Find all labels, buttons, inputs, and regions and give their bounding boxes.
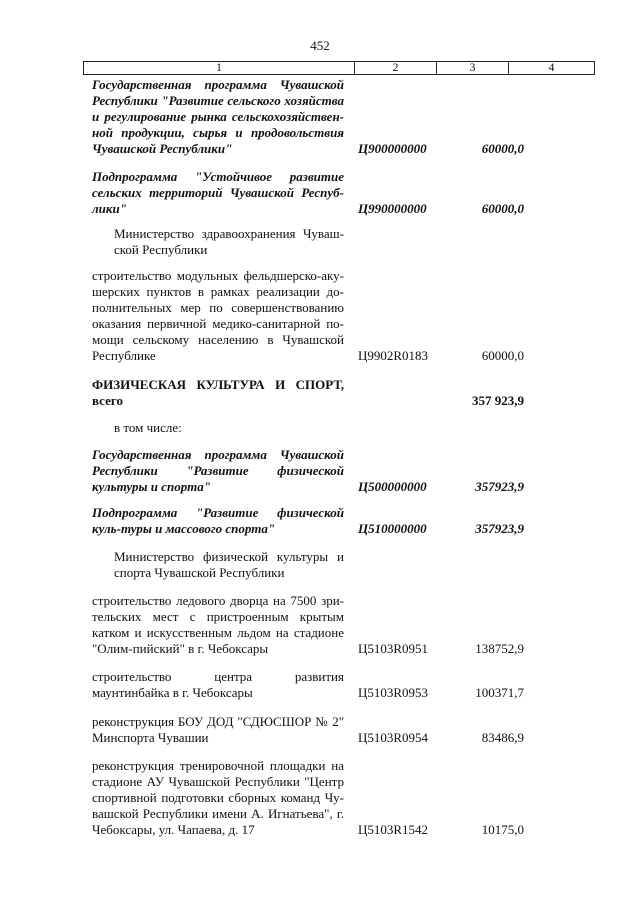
row-name: строительство центра развития маунтинбайка в г. Чебоксары (92, 669, 344, 700)
row-code: Ц990000000 (358, 201, 427, 216)
column-header-1: 1 (216, 62, 222, 74)
column-header-3: 3 (436, 62, 508, 74)
row-code: Ц900000000 (358, 141, 427, 156)
row-name: Подпрограмма "Развитие физической куль-туры и массового спорта" (92, 505, 344, 536)
row-code: Ц9902R0183 (358, 348, 429, 363)
row-code: Ц5103R0954 (358, 730, 429, 745)
row-code: Ц5103R0951 (358, 641, 429, 656)
table-row (92, 226, 512, 258)
row-amount: 60000,0 (481, 348, 524, 363)
table-row (92, 447, 524, 495)
table-row (92, 268, 524, 364)
row-name: Государственная программа Чувашской Республики "Развитие физической культуры и спорта" (92, 447, 344, 494)
row-code: Ц500000000 (358, 479, 427, 494)
table-header-row (83, 61, 595, 75)
row-name: ФИЗИЧЕСКАЯ КУЛЬТУРА И СПОРТ, всего (92, 377, 344, 408)
table-row (92, 420, 512, 436)
row-name: Государственная программа Чувашской Республики "Развитие сельского хозяйства и регулирование рынка сельскохозяйствен-ной продукции, сырья и продовольствия Чувашской Республики" (92, 77, 344, 156)
row-amount: 357923,9 (475, 479, 524, 494)
table-row (92, 714, 524, 746)
row-name: реконструкция БОУ ДОД "СДЮСШОР № 2" Минспорта Чувашии (92, 714, 344, 745)
row-code: Ц5103R1542 (358, 822, 429, 837)
table-row (92, 505, 524, 537)
row-amount: 10175,0 (481, 822, 524, 837)
table-row (92, 77, 524, 157)
column-header-2: 2 (354, 62, 436, 74)
row-name: Министерство физической культуры и спорта Чувашской Республики (114, 549, 344, 580)
row-code: Ц5103R0953 (358, 685, 429, 700)
row-name: строительство ледового дворца на 7500 зри-тельских мест с пристроенным крытым катком и искусственным льдом на стадионе "Олим-пийский" в г. Чебоксары (92, 593, 344, 656)
row-amount: 60000,0 (481, 201, 524, 216)
row-code: Ц510000000 (358, 521, 427, 536)
table-row (92, 669, 524, 701)
row-name: Подпрограмма "Устойчивое развитие сельских территорий Чувашской Респуб-лики" (92, 169, 344, 216)
row-amount: 100371,7 (475, 685, 524, 700)
row-name: строительство модульных фельдшерско-аку-шерских пунктов в рамках реализации до-полнительных мер по совершенствованию оказания первичной медико-санитарной по-мощи сельскому населению в Чувашской Республике (92, 268, 344, 363)
row-name: реконструкция тренировочной площадки на стадионе АУ Чувашской Республики "Центр спортивной подготовки сборных команд Чу-вашской Республики имени А. Игнатьева", г. Чебоксары, ул. Чапаева, д. 17 (92, 758, 344, 837)
table-row (92, 377, 524, 409)
table-row (92, 169, 524, 217)
page-number: 452 (310, 38, 330, 53)
row-amount: 357 923,9 (472, 393, 524, 408)
row-amount: 83486,9 (481, 730, 524, 745)
row-name: Министерство здравоохранения Чуваш-ской Республики (114, 226, 344, 257)
row-amount: 357923,9 (475, 521, 524, 536)
row-amount: 138752,9 (475, 641, 524, 656)
table-row (92, 593, 524, 657)
table-row (92, 549, 512, 581)
row-name: в том числе: (114, 420, 182, 435)
column-header-4: 4 (508, 62, 594, 74)
row-amount: 60000,0 (481, 141, 524, 156)
table-row (92, 758, 524, 838)
